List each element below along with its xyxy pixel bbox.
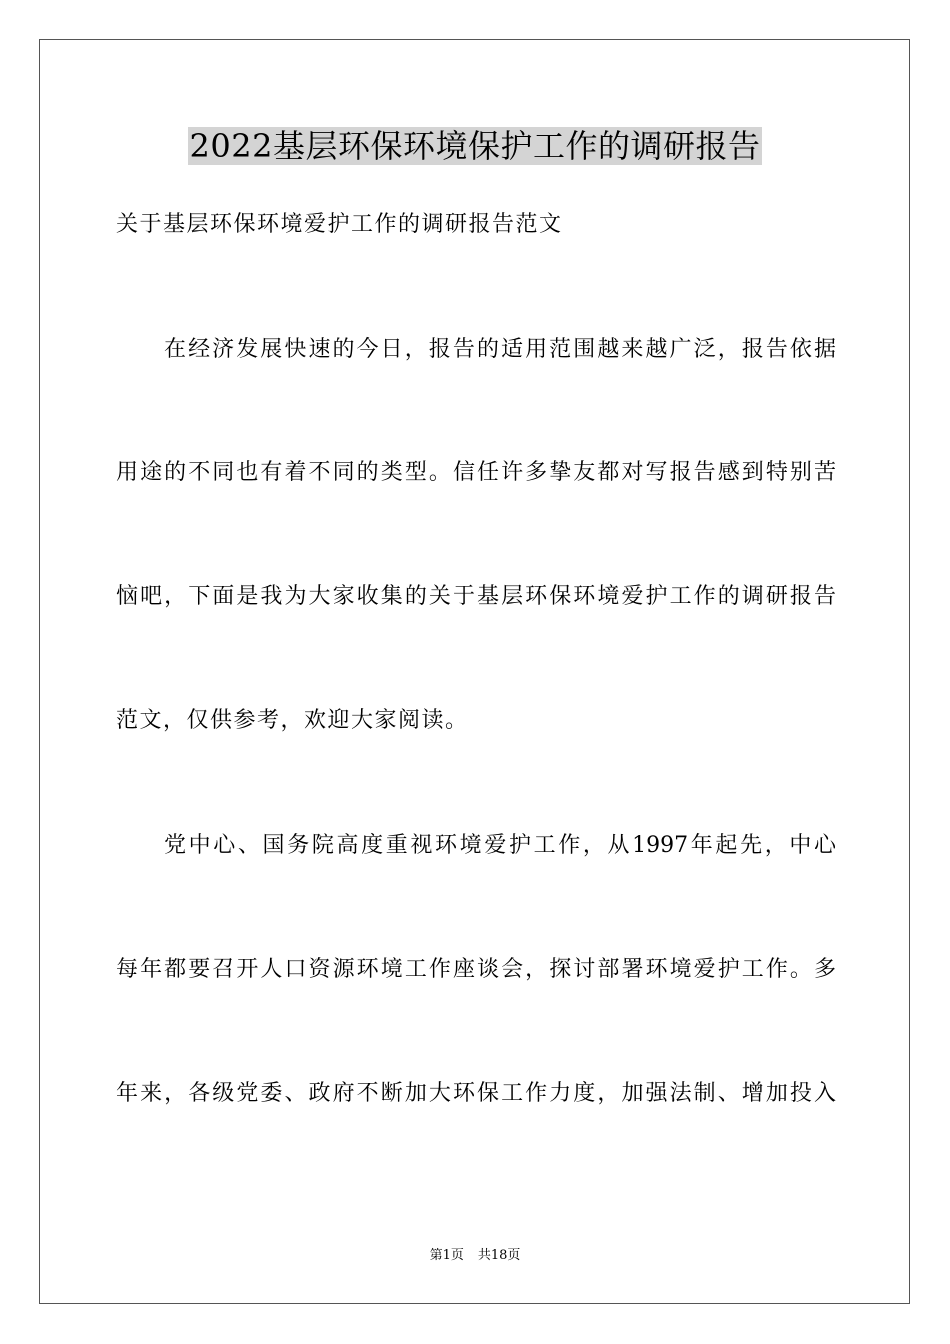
paragraph-line: 年来，各级党委、政府不断加大环保工作力度，加强法制、增加投入 [116, 1081, 836, 1106]
paragraph-line: 恼吧，下面是我为大家收集的关于基层环保环境爱护工作的调研报告 [116, 584, 836, 609]
paragraph-line: 党中心、国务院高度重视环境爱护工作，从1997年起先，中心 [164, 833, 836, 858]
page-footer [0, 1246, 950, 1266]
paragraph-line: 用途的不同也有着不同的类型。信任许多挚友都对写报告感到特别苦 [116, 460, 836, 485]
document-title-text: 2022基层环保环境保护工作的调研报告 [189, 127, 761, 165]
paragraph-line: 范文，仅供参考，欢迎大家阅读。 [116, 708, 469, 733]
paragraph-line: 在经济发展快速的今日，报告的适用范围越来越广泛，报告依据 [164, 337, 836, 362]
document-subtitle: 关于基层环保环境爱护工作的调研报告范文 [116, 212, 563, 237]
page-total: 共18页 [477, 1248, 521, 1263]
paragraph-line: 每年都要召开人口资源环境工作座谈会，探讨部署环境爱护工作。多 [116, 957, 836, 982]
page-number: 第1页 [429, 1248, 464, 1263]
document-title [0, 122, 950, 170]
